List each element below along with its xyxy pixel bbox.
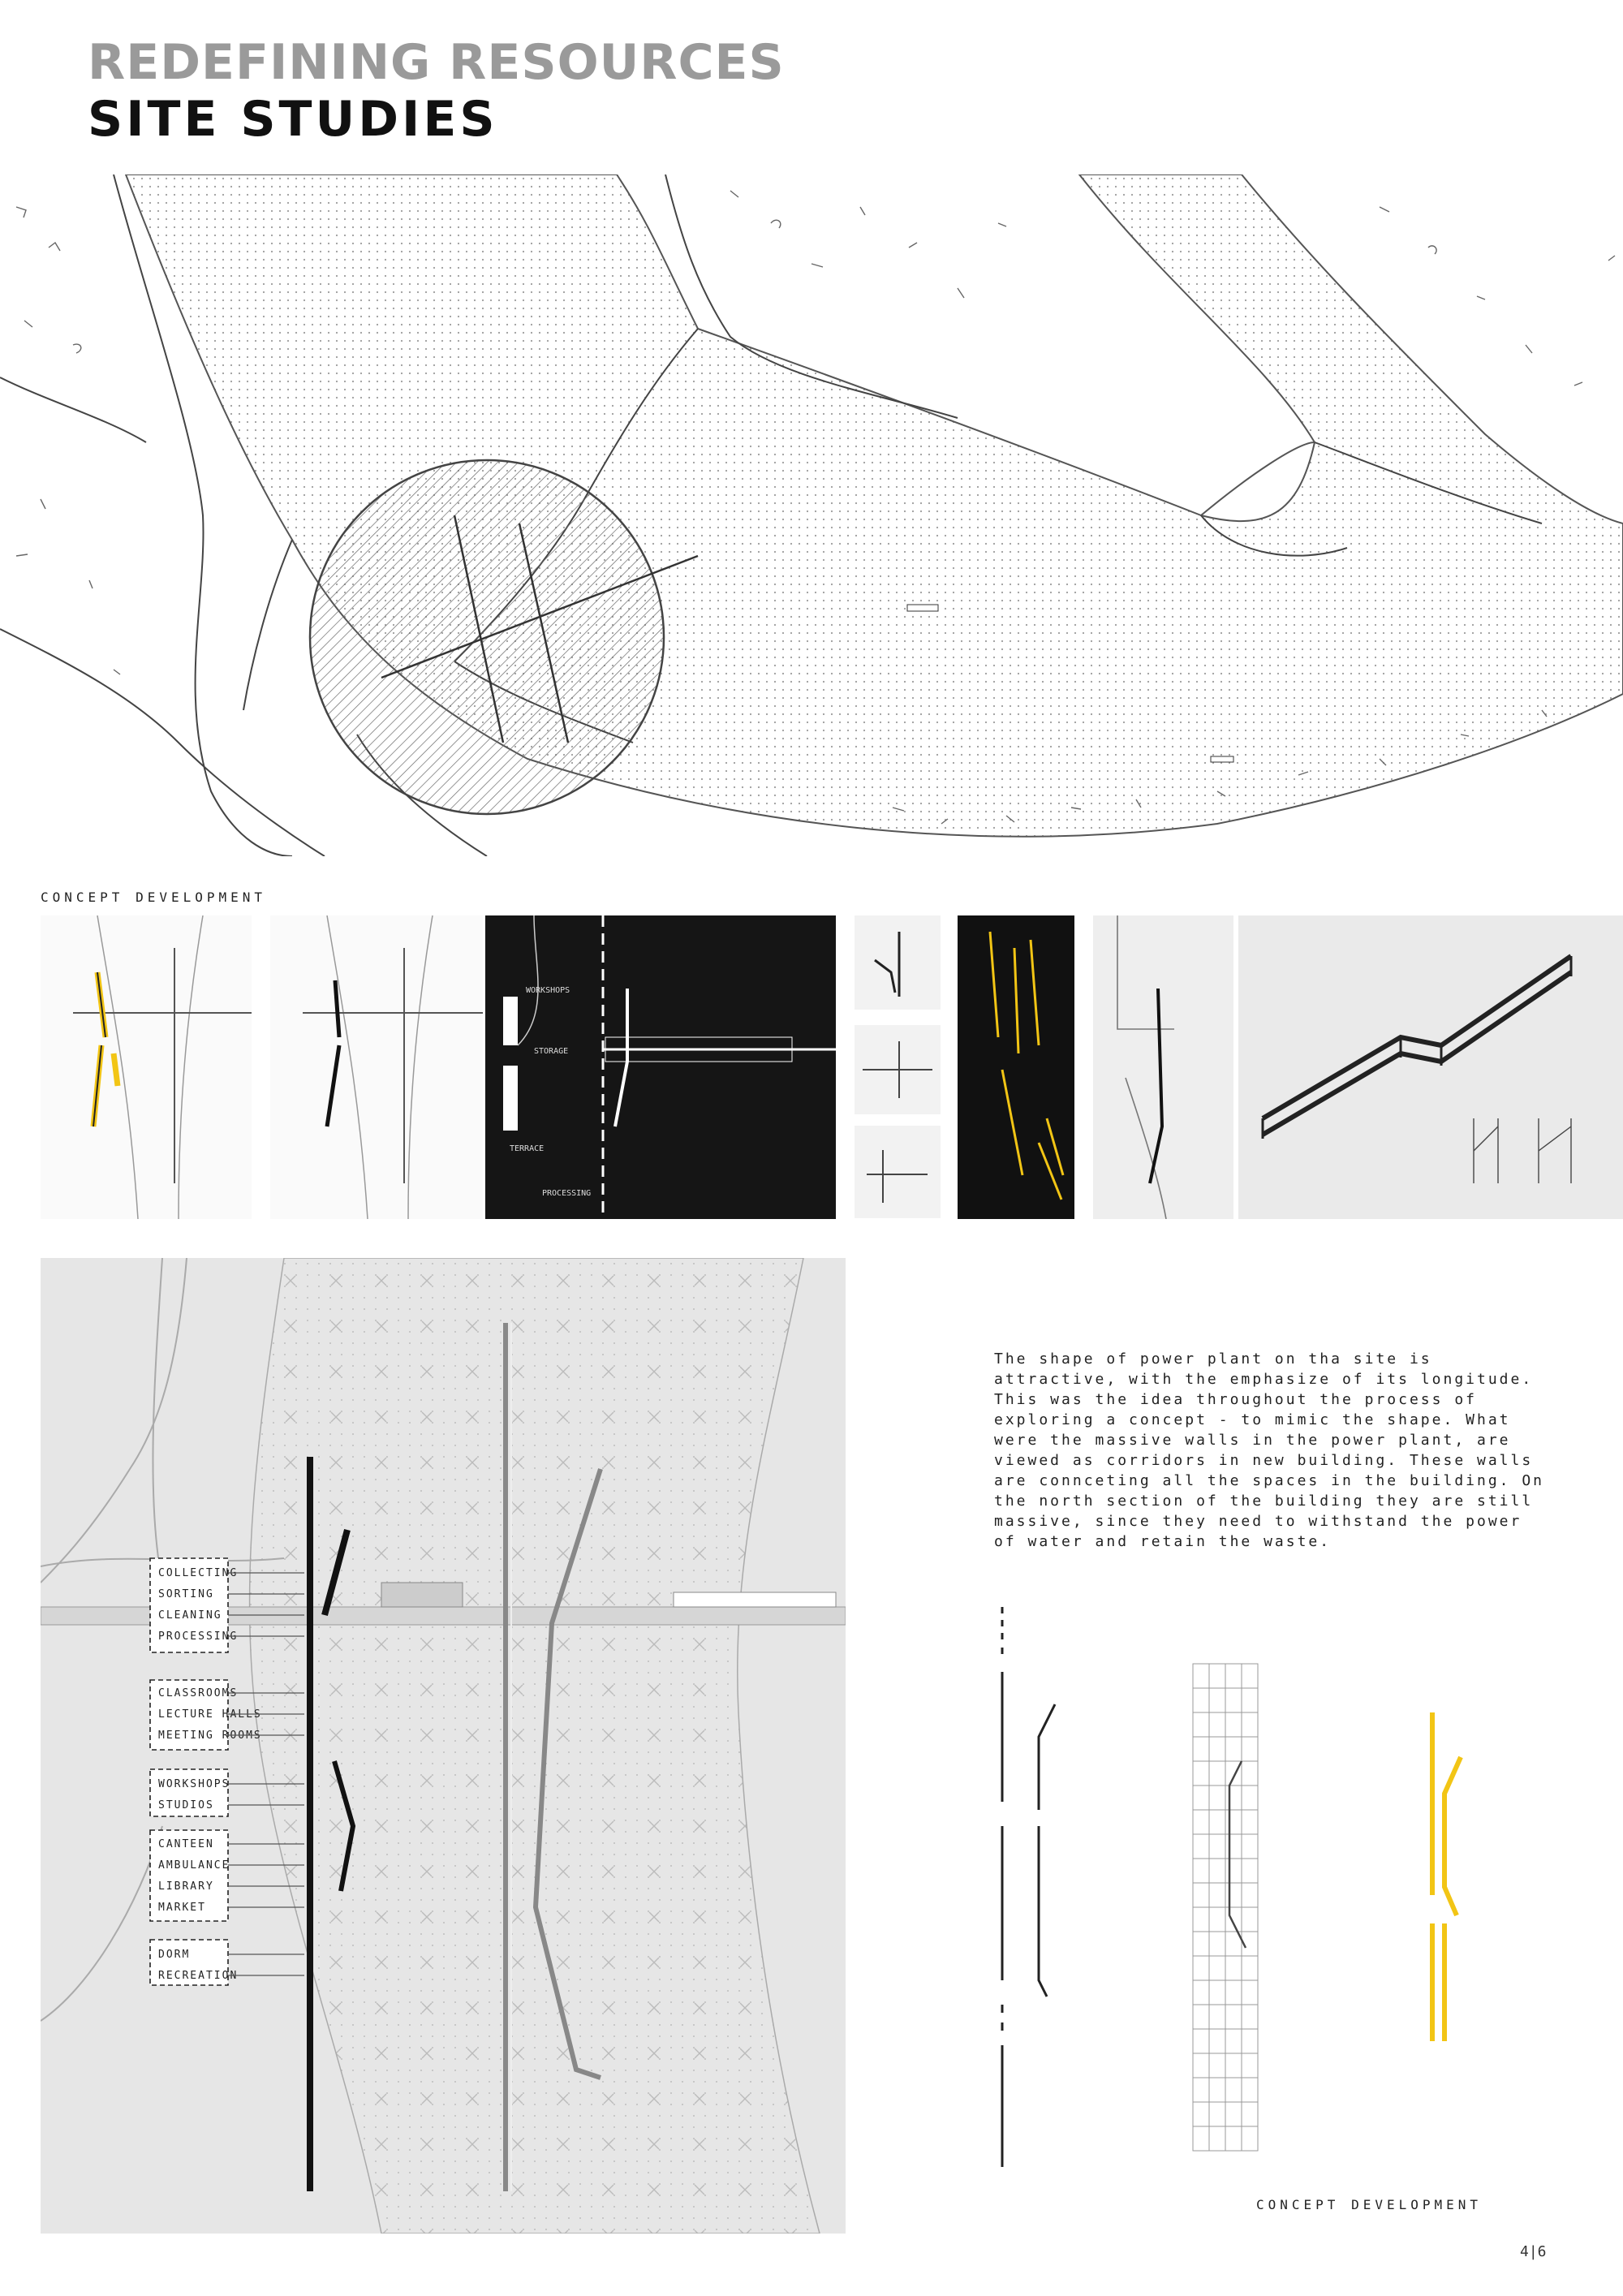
sketch-7-perspective [1238,915,1623,1219]
title-line-2: SITE STUDIES [88,91,498,148]
sketch-6 [1093,915,1233,1219]
concept-description: The shape of power plant on tha site is attractive, with the emphasize of its longitude. This was the idea throughout the process of exploring a concept - to mimic the shape. What were the massive walls in the power plant, are viewed as corridors in new building. These walls are connceting all the spaces in the building. On the north section of the building they are still massive, since they need to withstand the power of water and retain the waste. [994,1350,1545,1550]
program-label-meeting-rooms: MEETING ROOMS [158,1730,262,1742]
sketch-3-dark [485,915,836,1219]
site-plan [41,1258,846,2234]
program-label-collecting: COLLECTING [158,1567,239,1579]
program-label-classrooms: CLASSROOMS [158,1687,239,1699]
sketch-note-2: STORAGE [534,1047,569,1056]
sketch-5-yellow [958,915,1074,1219]
program-label-processing: PROCESSING [158,1630,239,1643]
sketch-1 [41,915,252,1219]
program-label-sorting: SORTING [158,1588,214,1600]
program-label-library: LIBRARY [158,1880,214,1893]
sketch-note-1: WORKSHOPS [526,986,570,995]
page-number: 4|6 [1520,2243,1547,2260]
concept-development-label: CONCEPT DEVELOPMENT [41,890,267,905]
site-map [0,174,1623,856]
sketch-4c [855,1126,941,1218]
sketch-4a [855,915,941,1010]
program-label-lecture-halls: LECTURE HALLS [158,1708,262,1721]
program-label-recreation: RECREATION [158,1970,239,1982]
concept-development-label-bottom: CONCEPT DEVELOPMENT [1256,2197,1483,2212]
concept-diagrams [933,1607,1501,2191]
program-label-dorm: DORM [158,1949,191,1961]
sketch-note-3: TERRACE [510,1144,545,1153]
sketch-note-4: PROCESSING [542,1189,592,1198]
sketch-2 [270,915,483,1219]
program-label-market: MARKET [158,1902,206,1914]
program-label-canteen: CANTEEN [158,1838,214,1850]
program-label-studios: STUDIOS [158,1799,214,1811]
program-label-workshops: WORKSHOPS [158,1778,230,1790]
title-line-1: REDEFINING RESOURCES [88,34,785,91]
program-label-ambulance: AMBULANCE [158,1859,230,1872]
program-label-cleaning: CLEANING [158,1609,222,1622]
sketch-4b [855,1025,941,1114]
